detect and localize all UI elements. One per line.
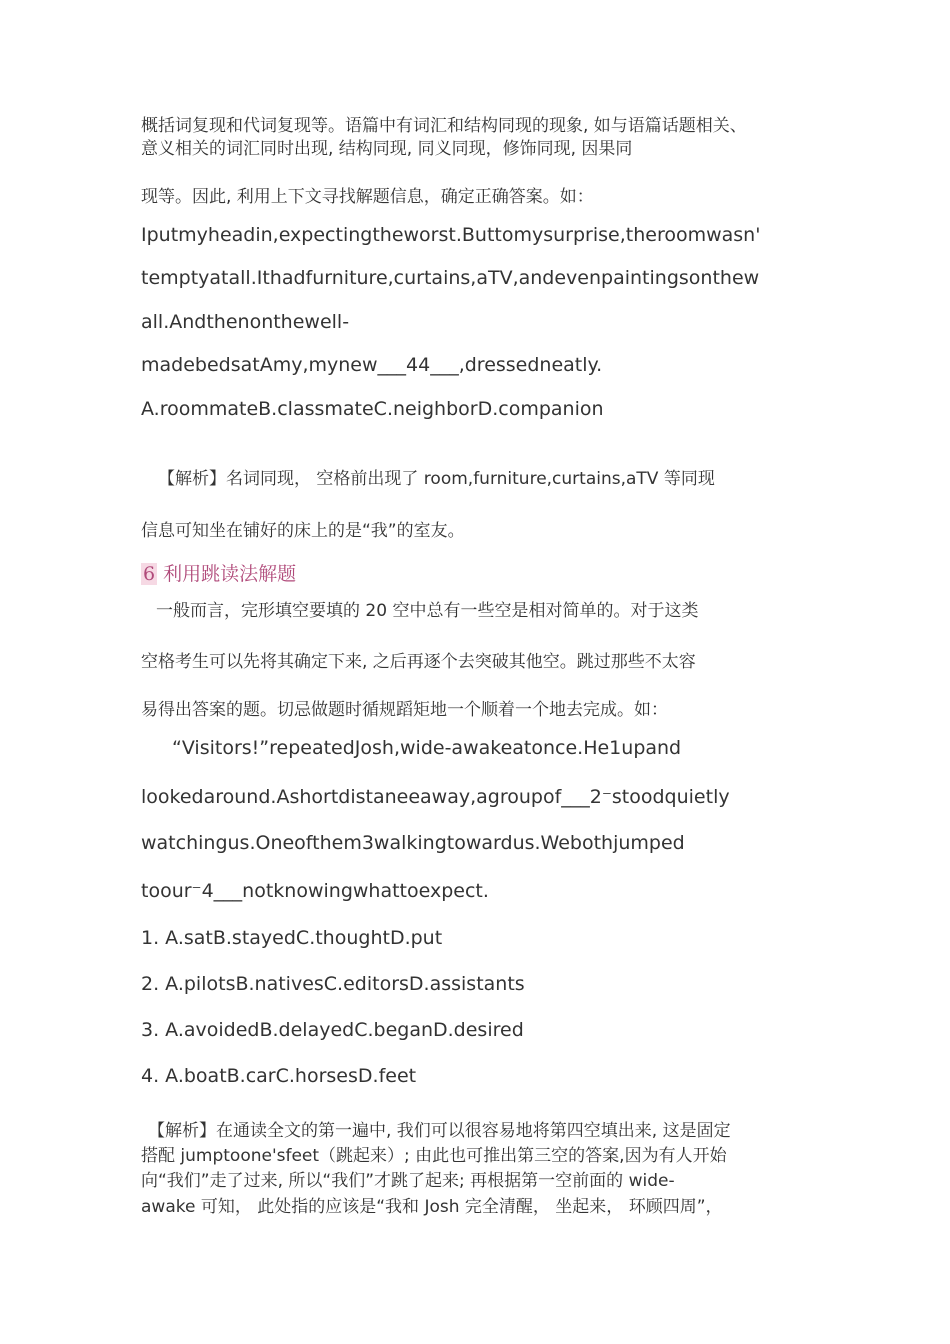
analysis2-line-1: 【解析】在通读全文的第一遍中, 我们可以很容易地将第四空填出来, 这是固定	[148, 1121, 731, 1141]
example1-line-4: madebedsatAmy,mynew___44___,dressedneatly.	[141, 354, 603, 376]
question-4: 4. A.boatB.carC.horsesD.feet	[141, 1065, 417, 1087]
example1-line-1: Iputmyheadin,expectingtheworst.Buttomysurprise,theroomwasn'	[141, 224, 761, 246]
analysis1-line-2: 信息可知坐在铺好的床上的是“我”的室友。	[141, 521, 465, 541]
question-1: 1. A.satB.stayedC.thoughtD.put	[141, 927, 443, 949]
section-heading	[141, 559, 296, 586]
top-para-line-3: 现等。因此, 利用上下文寻找解题信息，确定正确答案。如：	[141, 187, 594, 207]
top-para-line-1: 概括词复现和代词复现等。语篇中有词汇和结构同现的现象, 如与语篇话题相关、	[141, 116, 747, 136]
top-para-line-2: 意义相关的词汇同时出现, 结构同现, 同义同现，修饰同现, 因果同	[141, 139, 633, 159]
analysis2-line-4: awake 可知， 此处指的应该是“我和 Josh 完全清醒， 坐起来， 环顾四周”，	[141, 1197, 723, 1217]
intro2-line-1: 一般而言，完形填空要填的 20 空中总有一些空是相对简单的。对于这类	[156, 601, 699, 621]
example2-line-2: lookedaround.Ashortdistaneeaway,agroupof___2⁻stoodquietly	[141, 786, 730, 808]
analysis1-line-1: 【解析】名词同现， 空格前出现了 room,furniture,curtains,aTV 等同现	[158, 469, 715, 489]
question-3: 3. A.avoidedB.delayedC.beganD.desired	[141, 1019, 524, 1041]
example1-line-3: all.Andthenonthewell-	[141, 311, 350, 333]
section-title: 利用跳读法解题	[163, 563, 297, 585]
example2-line-4: toour⁻4___notknowingwhattoexpect.	[141, 880, 489, 902]
analysis2-line-2: 搭配 jumptoone'sfeet（跳起来）; 由此也可推出第三空的答案,因为有人开始	[141, 1146, 727, 1166]
section-number: 6	[143, 563, 156, 585]
example2-line-1: “Visitors!”repeatedJosh,wide-awakeatonce.He1upand	[172, 737, 682, 759]
analysis2-line-3: 向“我们”走了过来, 所以“我们”才跳了起来; 再根据第一空前面的 wide-	[141, 1171, 675, 1191]
intro2-line-3: 易得出答案的题。切忌做题时循规蹈矩地一个顺着一个地去完成。如：	[141, 700, 668, 720]
example2-line-3: watchingus.Oneofthem3walkingtowardus.Webothjumped	[141, 832, 685, 854]
intro2-line-2: 空格考生可以先将其确定下来, 之后再逐个去突破其他空。跳过那些不太容	[141, 652, 696, 672]
example1-options: A.roommateB.classmateC.neighborD.companion	[141, 398, 604, 420]
question-2: 2. A.pilotsB.nativesC.editorsD.assistants	[141, 973, 525, 995]
example1-line-2: temptyatall.Ithadfurniture,curtains,aTV,andevenpaintingsonthew	[141, 267, 760, 289]
